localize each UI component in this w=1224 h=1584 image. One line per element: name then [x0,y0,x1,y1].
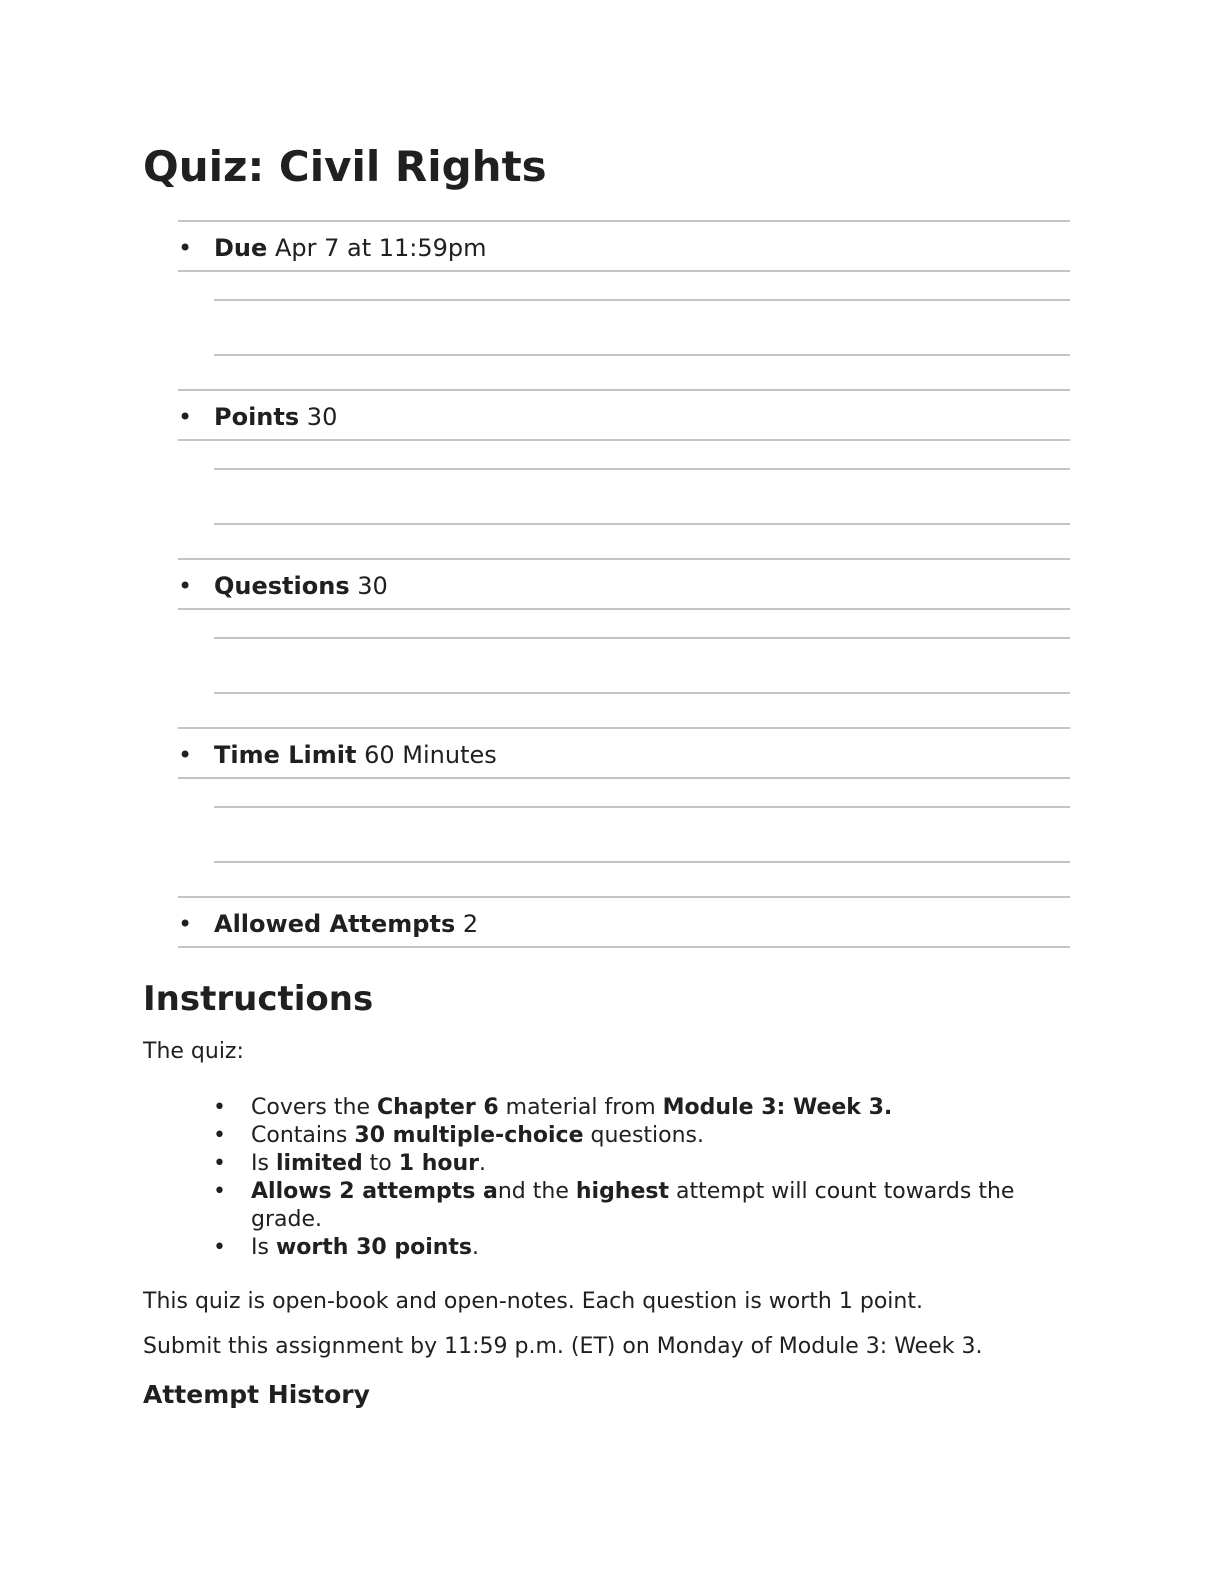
attempt-history-heading: Attempt History [143,1380,370,1409]
instructions-heading: Instructions [143,979,374,1019]
list-item: • Is limited to 1 hour. [213,1151,487,1176]
list-item: • Allows 2 attempts and the highest attempt will count towards the grade. [213,1179,1015,1232]
detail-spacer [178,779,1070,896]
bullet: • [213,1123,226,1148]
detail-spacer [178,441,1070,558]
detail-spacer [178,272,1070,389]
detail-label: Time Limit [214,741,357,769]
list-item: • Contains 30 multiple-choice questions. [213,1123,705,1148]
detail-value: 60 Minutes [364,741,497,769]
bullet: • [178,572,193,600]
detail-value: 30 [306,403,338,431]
submission-deadline-note: Submit this assignment by 11:59 p.m. (ET) on Monday of Module 3: Week 3. [143,1334,983,1359]
instructions-list [213,1094,1033,1262]
detail-label: Due [214,234,268,262]
bullet: • [178,234,193,262]
detail-label: Allowed Attempts [214,910,456,938]
bullet: • [178,910,193,938]
bullet: • [213,1235,226,1260]
detail-questions [178,558,1070,610]
open-book-note: This quiz is open-book and open-notes. Each question is worth 1 point. [143,1289,923,1314]
detail-due [178,220,1070,272]
detail-time-limit [178,727,1070,779]
bullet: • [213,1095,226,1120]
detail-label: Questions [214,572,350,600]
bullet: • [178,741,193,769]
detail-spacer [178,610,1070,727]
list-item: • Covers the Chapter 6 material from Module 3: Week 3. [213,1095,893,1120]
list-item: • Is worth 30 points. [213,1235,480,1260]
detail-value: 2 [462,910,479,938]
detail-allowed-attempts [178,896,1070,948]
instructions-lead: The quiz: [143,1039,244,1064]
page-title: Quiz: Civil Rights [143,142,547,191]
bullet: • [178,403,193,431]
quiz-details-list [178,220,1070,948]
detail-value: Apr 7 at 11:59pm [274,234,487,262]
bullet: • [213,1179,226,1204]
detail-value: 30 [357,572,388,600]
detail-points [178,389,1070,441]
detail-label: Points [214,403,300,431]
bullet: • [213,1151,226,1176]
